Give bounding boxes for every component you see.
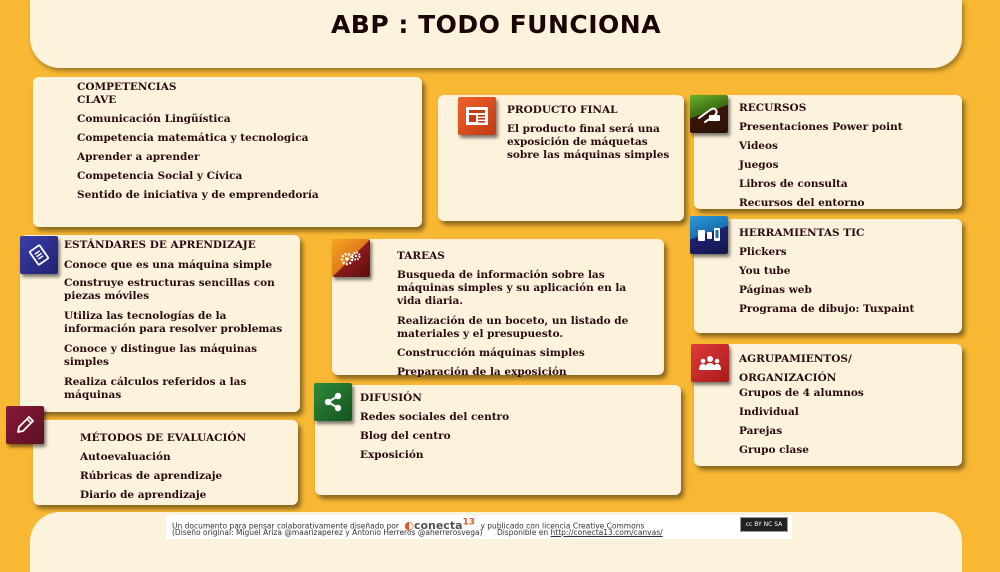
difusion-list: [360, 411, 509, 468]
list-item: Grupo clase: [739, 444, 809, 456]
list-item: Busqueda de información sobre las máquinas simples y su aplicación en la vida diaria.: [397, 269, 627, 307]
share-icon: [314, 383, 352, 421]
list-item: Rúbricas de aprendizaje: [80, 470, 223, 482]
list-item: Individual: [739, 406, 799, 418]
list-item: Redes sociales del centro: [360, 411, 510, 423]
competencias-list: [77, 113, 319, 208]
estandares-list: [64, 259, 286, 402]
agrupamientos-heading-line1: AGRUPAMIENTOS/: [739, 353, 852, 365]
brand-number: 13: [462, 517, 476, 527]
list-item: Videos: [739, 140, 778, 152]
list-item: Grupos de 4 alumnos: [739, 387, 864, 399]
competencias-heading-line2: CLAVE: [77, 94, 117, 106]
list-item: Presentaciones Power point: [739, 121, 903, 133]
competencias-heading: [77, 81, 176, 107]
recursos-list: [739, 121, 903, 216]
tareas-heading: TAREAS: [397, 250, 445, 262]
list-item: Libros de consulta: [739, 178, 848, 190]
license-text: Un documento para pensar colaborativamente diseñado por: [172, 521, 399, 531]
people-icon: [691, 344, 729, 382]
conecta13-link[interactable]: http://conecta13.com/canvas/: [550, 528, 663, 537]
title-banner: [30, 0, 962, 68]
herramientas-list: [739, 246, 914, 322]
list-item: Realiza cálculos referidos a las máquinas: [64, 376, 247, 401]
list-item: Parejas: [739, 425, 783, 437]
available-text: Disponible en: [496, 528, 549, 537]
agrupamientos-heading-line2: ORGANIZACIÓN: [739, 372, 837, 384]
credits-text: (Diseño original: Miguel Ariza @maarizaperez y Antonio Herreros @aherrerosvega): [172, 528, 483, 537]
list-item: Realización de un boceto, un listado de materiales y el presupuesto.: [397, 315, 629, 340]
list-item: Sentido de iniciativa y de emprendedoría: [77, 189, 319, 201]
agrupamientos-heading: [739, 350, 852, 388]
list-item: Conoce y distingue las máquinas simples: [64, 343, 258, 368]
herramientas-heading: HERRAMIENTAS TIC: [739, 227, 865, 239]
list-item: Comunicación Lingüística: [77, 113, 231, 125]
list-item: Páginas web: [739, 284, 812, 296]
list-item: Programa de dibujo: Tuxpaint: [739, 303, 915, 315]
metodos-list: [80, 451, 222, 508]
list-item: You tube: [739, 265, 791, 277]
list-item: Competencia matemática y tecnologica: [77, 132, 309, 144]
producto-heading: PRODUCTO FINAL: [507, 104, 618, 116]
checklist-icon: [20, 236, 58, 274]
list-item: Autoevaluación: [80, 451, 171, 463]
list-item: Aprender a aprender: [77, 151, 200, 163]
conecta13-logo: ◐conecta$^{13}$: [404, 517, 476, 532]
competencias-heading-line1: COMPETENCIAS: [77, 81, 177, 93]
estandares-heading: ESTÁNDARES DE APRENDIZAJE: [64, 239, 256, 251]
list-item: Competencia Social y Cívica: [77, 170, 243, 182]
metodos-heading: MÉTODOS DE EVALUACIÓN: [80, 432, 247, 444]
license-strip: [166, 515, 792, 539]
page-title: ABP : TODO FUNCIONA: [330, 10, 662, 39]
list-item: Blog del centro: [360, 430, 451, 442]
list-item: Construcción máquinas simples: [397, 347, 585, 359]
tareas-list: [397, 269, 647, 379]
list-item: Juegos: [739, 159, 779, 171]
list-item: Exposición: [360, 449, 424, 461]
list-item: Preparación de la exposición: [397, 366, 567, 378]
paperclip-icon: [690, 95, 728, 133]
list-item: Conoce que es una máquina simple: [64, 259, 273, 271]
pencil-icon: [6, 406, 44, 444]
newspaper-icon: [458, 97, 496, 135]
agrupamientos-list: [739, 387, 864, 463]
brand-name: conecta: [413, 518, 463, 532]
difusion-heading: DIFUSIÓN: [360, 392, 422, 404]
list-item: Recursos del entorno: [739, 197, 865, 209]
license-text-2: y publicado con licencia Creative Commons: [480, 521, 645, 531]
recursos-heading: RECURSOS: [739, 102, 807, 114]
producto-body: El producto final será una exposición de máquetas sobre las máquinas simples: [507, 123, 670, 161]
list-item: Utiliza las tecnologías de la información para resolver problemas: [64, 310, 283, 335]
license-line2: [172, 528, 663, 538]
cc-license-badge: cc BY NC SA: [740, 517, 788, 532]
list-item: Diario de aprendizaje: [80, 489, 207, 501]
list-item: Plickers: [739, 246, 787, 258]
list-item: Construye estructuras sencillas con piezas móviles: [64, 277, 275, 302]
gears-icon: [332, 239, 370, 277]
devices-icon: [690, 216, 728, 254]
